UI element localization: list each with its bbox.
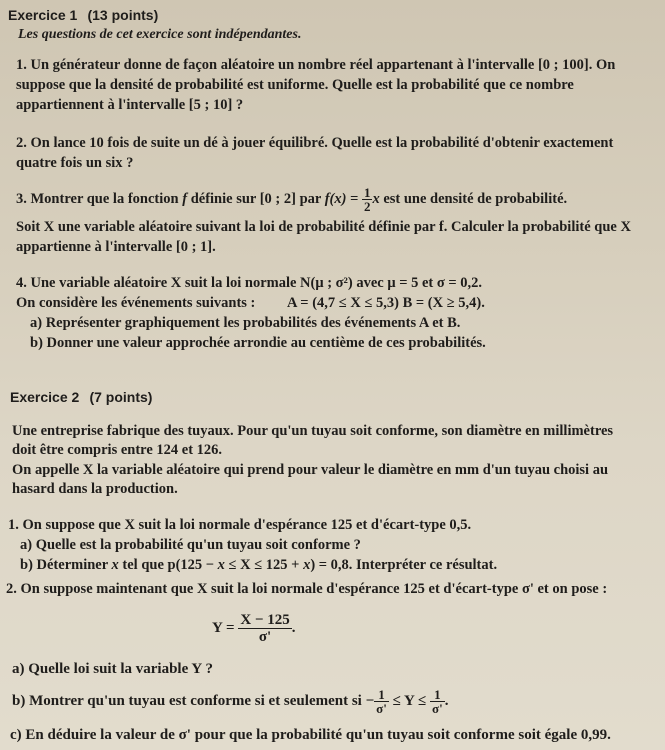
ex2-q2c: c) En déduire la valeur de σ' pour que la probabilité qu'un tuyau soit conforme soit égale 0,99. bbox=[10, 727, 611, 743]
ex1-q3-den: 2 bbox=[363, 199, 371, 215]
ex2-p2-line1: On appelle X la variable aléatoire qui prend pour valeur le diamètre en mm d'un tuyau choisi au bbox=[12, 462, 609, 478]
ex1-q3b-line1: Soit X une variable aléatoire suivant la loi de probabilité définie par f. Calculer la probabilité que X bbox=[16, 219, 631, 235]
ex1-q1-line3: appartiennent à l'intervalle [5 ; 10] ? bbox=[16, 97, 244, 113]
ex1-q3-line bbox=[16, 184, 567, 214]
ex2-q2b-num2: 1 bbox=[430, 688, 445, 702]
ex1-points: (13 points) bbox=[87, 7, 159, 23]
ex1-intro: Les questions de cet exercice sont indépendantes. bbox=[18, 27, 302, 42]
ex1-q2-line2: quatre fois un six ? bbox=[16, 155, 134, 171]
ex2-q1b-x3: x bbox=[303, 557, 311, 573]
ex1-q4-events: A = (4,7 ≤ X ≤ 5,3) B = (X ≥ 5,4). bbox=[287, 295, 485, 311]
ex1-q3-f: f bbox=[182, 191, 188, 207]
ex2-p2-line2: hasard dans la production. bbox=[12, 481, 178, 497]
ex1-q3-post: est une densité de probabilité. bbox=[379, 191, 568, 207]
ex1-q4-events-label: On considère les événements suivants : bbox=[16, 295, 256, 311]
ex1-q3b-line2: appartienne à l'intervalle [0 ; 1]. bbox=[16, 239, 216, 255]
ex2-header bbox=[10, 388, 152, 407]
ex2-points: (7 points) bbox=[89, 389, 153, 405]
ex2-q1b-x: x bbox=[111, 557, 119, 573]
ex2-q1b-x2: x bbox=[217, 557, 225, 573]
ex2-y-den: σ' bbox=[258, 629, 272, 646]
ex1-q3-pre: 3. Montrer que la fonction bbox=[16, 191, 183, 207]
ex2-y-formula bbox=[212, 610, 295, 646]
ex2-q2b-den1: σ' bbox=[376, 701, 387, 717]
ex2-q2b-frac2 bbox=[430, 688, 445, 715]
ex2-title: Exercice 2 bbox=[10, 389, 80, 405]
ex1-q4-line2 bbox=[16, 294, 485, 312]
ex2-y-dot: . bbox=[291, 620, 296, 636]
ex2-q1b-pre: b) Déterminer bbox=[20, 557, 112, 573]
ex2-q2b-pre: b) Montrer qu'un tuyau est conforme si et seulement si bbox=[12, 693, 366, 709]
ex2-p1-line1: Une entreprise fabrique des tuyaux. Pour qu'un tuyau soit conforme, son diamètre en millimètres bbox=[12, 423, 614, 439]
ex2-y-lhs: Y = bbox=[212, 620, 239, 636]
ex2-q1: 1. On suppose que X suit la loi normale d'espérance 125 et d'écart-type 0,5. bbox=[8, 517, 472, 533]
ex2-q2b-num1: 1 bbox=[374, 688, 389, 702]
ex2-p1-line2: doit être compris entre 124 et 126. bbox=[12, 442, 223, 458]
ex2-q2b-dot: . bbox=[444, 693, 449, 709]
ex1-q4-line1: 4. Une variable aléatoire X suit la loi normale N(μ ; σ²) avec μ = 5 et σ = 0,2. bbox=[16, 275, 482, 291]
ex1-q1-line2: suppose que la densité de probabilité est uniforme. Quelle est la probabilité que ce nombre bbox=[16, 77, 574, 93]
ex2-q1b-post: ) = 0,8. Interpréter ce résultat. bbox=[310, 557, 498, 573]
ex1-title: Exercice 1 bbox=[8, 7, 78, 23]
ex2-q2b-minus: − bbox=[365, 693, 375, 709]
ex2-y-num: X − 125 bbox=[240, 612, 290, 629]
ex1-header bbox=[8, 6, 158, 25]
ex2-q2: 2. On suppose maintenant que X suit la loi normale d'espérance 125 et d'écart-type σ' et on pose : bbox=[6, 581, 608, 597]
ex2-q1a: a) Quelle est la probabilité qu'un tuyau soit conforme ? bbox=[20, 537, 361, 553]
ex2-q1b bbox=[20, 556, 497, 574]
ex1-q3-fraction bbox=[362, 186, 373, 213]
ex1-q3-x: x bbox=[372, 191, 380, 207]
ex2-q2a: a) Quelle loi suit la variable Y ? bbox=[12, 661, 213, 677]
ex1-q2-line1: 2. On lance 10 fois de suite un dé à jouer équilibré. Quelle est la probabilité d'obtenir exactement bbox=[16, 135, 614, 151]
ex1-q4-a: a) Représenter graphiquement les probabilités des événements A et B. bbox=[30, 315, 461, 331]
ex1-q3-num: 1 bbox=[363, 185, 371, 201]
ex2-q2b bbox=[12, 684, 448, 718]
ex2-q1b-mid: tel que p(125 − bbox=[118, 557, 218, 573]
ex2-q2b-mid: ≤ Y ≤ bbox=[388, 693, 431, 709]
ex2-y-fraction bbox=[238, 612, 291, 645]
ex2-q1b-mid2: ≤ X ≤ 125 + bbox=[224, 557, 304, 573]
ex1-q1-line1: 1. Un générateur donne de façon aléatoire un nombre réel appartenant à l'intervalle [0 ; 100]. On bbox=[16, 57, 616, 73]
ex1-q3-mid: définie sur [0 ; 2] par bbox=[187, 191, 325, 207]
ex2-q2b-frac1 bbox=[374, 688, 389, 715]
ex1-q4-b: b) Donner une valeur approchée arrondie au centième de ces probabilités. bbox=[30, 335, 486, 351]
ex1-q3-fx: f(x) = bbox=[324, 191, 362, 207]
ex2-q2b-den2: σ' bbox=[432, 701, 443, 717]
